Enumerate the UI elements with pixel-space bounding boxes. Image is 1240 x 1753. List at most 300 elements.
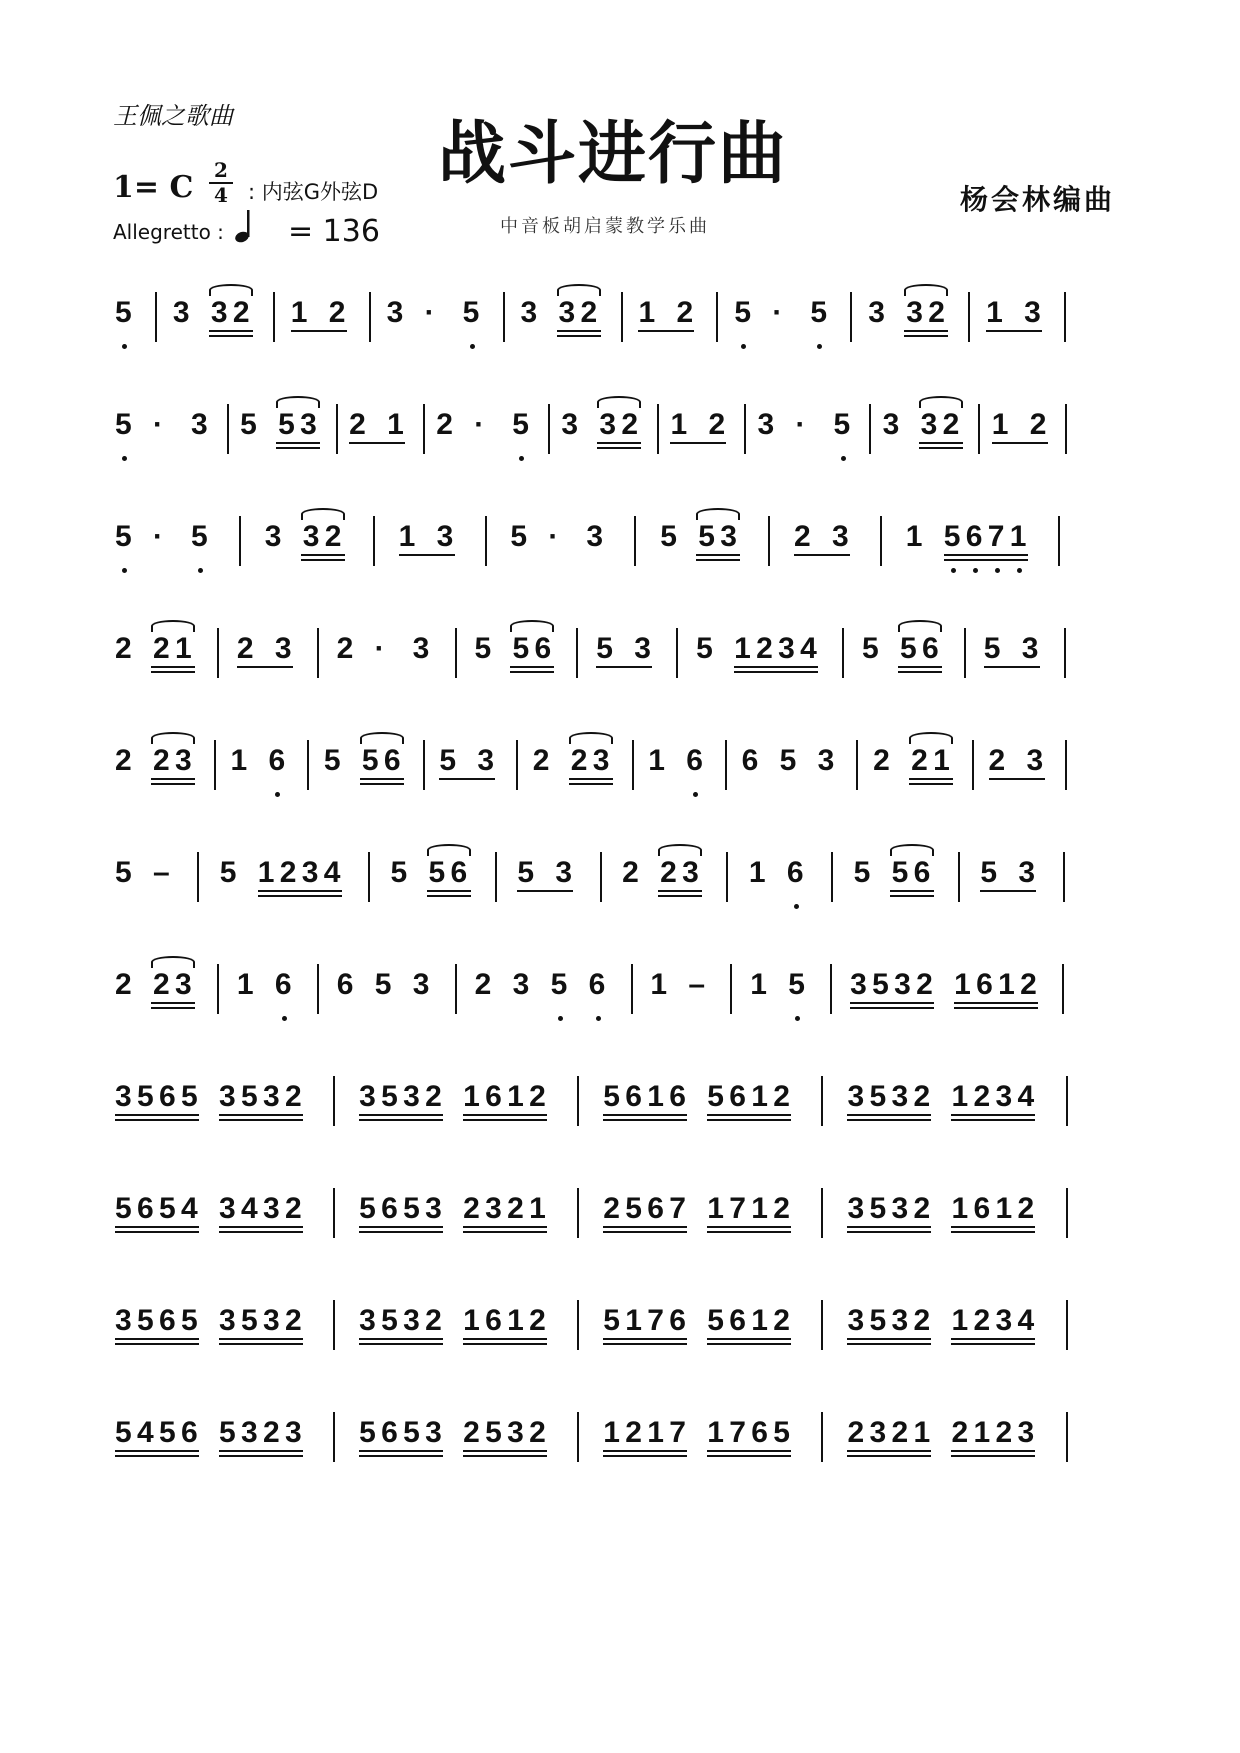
beam-underline xyxy=(219,1455,303,1457)
note-digit: 6 xyxy=(159,1080,176,1113)
beam-underline xyxy=(658,895,702,897)
bar-line xyxy=(676,628,678,678)
note-digit: 3 xyxy=(172,296,190,329)
note-digit: 2 xyxy=(236,632,254,665)
bar-line xyxy=(830,964,832,1014)
note-digit: 6 xyxy=(729,1080,746,1113)
beam-underline xyxy=(359,1119,443,1121)
note-digit: 1 xyxy=(625,1304,642,1337)
note-digit: 2 xyxy=(973,1080,991,1113)
note-digit: 6 xyxy=(381,1416,398,1449)
note-digit: 5 xyxy=(810,296,828,329)
beam-underline xyxy=(707,1114,791,1116)
note-digit: 5 xyxy=(696,632,713,665)
note-digit: 2 xyxy=(625,1416,642,1449)
beam-underline xyxy=(696,554,740,556)
bar-line xyxy=(577,1412,579,1462)
note-digit: 1 xyxy=(751,1192,768,1225)
quarter-note-icon xyxy=(234,208,254,244)
note-digit: 1 xyxy=(951,1080,969,1113)
note-digit: 1 xyxy=(954,968,971,1001)
note-digit: 3 xyxy=(300,408,317,441)
bar-line xyxy=(730,964,732,1014)
note-digit: 5 xyxy=(517,856,534,889)
note-digit: 1 xyxy=(751,1304,768,1337)
beam-underline xyxy=(989,778,1045,780)
note-digit: 1 xyxy=(995,1192,1013,1225)
bar-line xyxy=(336,404,338,454)
note-digit: 2 xyxy=(328,296,346,329)
note-digit: 3 xyxy=(403,1080,420,1113)
note-digit: 6 xyxy=(965,520,983,553)
beam-underline xyxy=(151,1002,195,1004)
note-digit: 5 xyxy=(241,1080,258,1113)
beam-underline xyxy=(603,1338,687,1340)
note-digit: 3 xyxy=(386,296,404,329)
beam-underline xyxy=(850,1002,934,1004)
low-octave-dot xyxy=(951,568,956,573)
note-digit: 6 xyxy=(485,1304,502,1337)
beam-underline xyxy=(670,442,726,444)
low-octave-dot xyxy=(995,568,1000,573)
note-digit: 1 xyxy=(951,1192,969,1225)
note-digit: 5 xyxy=(625,1192,642,1225)
beam-underline xyxy=(301,559,345,561)
beam-underline xyxy=(557,330,601,332)
beam-underline xyxy=(463,1226,547,1228)
bar-line xyxy=(821,1412,823,1462)
beam-underline xyxy=(151,783,195,785)
note-digit: · xyxy=(153,408,163,441)
beam-underline xyxy=(603,1343,687,1345)
low-octave-dot xyxy=(1017,568,1022,573)
note-digit: 5 xyxy=(137,1304,154,1337)
note-digit: 5 xyxy=(374,968,392,1001)
beam-underline xyxy=(603,1226,687,1228)
note-digit: 3 xyxy=(891,1080,909,1113)
beam-underline xyxy=(847,1450,931,1452)
bar-line xyxy=(333,1188,335,1238)
time-numerator: 2 xyxy=(214,158,228,182)
beam-underline xyxy=(944,559,1028,561)
tempo-label: Allegretto : xyxy=(113,220,224,244)
note-digit: 3 xyxy=(882,408,900,441)
bar-line xyxy=(373,516,375,566)
beam-underline xyxy=(115,1343,199,1345)
note-digit: 3 xyxy=(894,968,911,1001)
low-octave-dot xyxy=(282,1016,287,1021)
note-digit: 3 xyxy=(906,296,923,329)
beam-underline xyxy=(359,1455,443,1457)
note-digit: 2 xyxy=(756,632,773,665)
note-digit: 3 xyxy=(115,1080,132,1113)
beam-underline xyxy=(219,1450,303,1452)
note-digit: 4 xyxy=(323,856,341,889)
note-digit: 1 xyxy=(529,1192,546,1225)
beam-underline xyxy=(151,666,195,668)
note-digit: 2 xyxy=(570,744,588,777)
note-digit: 3 xyxy=(210,296,228,329)
note-digit: 2 xyxy=(847,1416,865,1449)
beam-underline xyxy=(349,442,405,444)
beam-underline xyxy=(596,666,652,668)
beam-underline xyxy=(847,1231,931,1233)
beam-underline xyxy=(707,1119,791,1121)
note-digit: 5 xyxy=(403,1416,420,1449)
beam-underline xyxy=(603,1450,687,1452)
note-digit: 3 xyxy=(847,1192,865,1225)
note-digit: 6 xyxy=(913,856,931,889)
note-digit: 3 xyxy=(274,632,292,665)
beam-underline xyxy=(291,330,347,332)
beam-underline xyxy=(115,1338,199,1340)
note-digit: 5 xyxy=(603,1304,620,1337)
note-digit: 6 xyxy=(741,744,759,777)
note-digit: 5 xyxy=(137,1080,154,1113)
bar-line xyxy=(621,292,623,342)
score-row xyxy=(0,278,1240,358)
bar-line xyxy=(631,964,633,1014)
note-digit: 1 xyxy=(648,744,665,777)
note-digit: 5 xyxy=(707,1304,724,1337)
note-digit: 1 xyxy=(638,296,656,329)
note-digit: 2 xyxy=(263,1416,280,1449)
note-digit: 2 xyxy=(916,968,933,1001)
note-digit: 5 xyxy=(474,632,492,665)
note-digit: 5 xyxy=(361,744,379,777)
note-digit: 5 xyxy=(734,296,752,329)
bar-line xyxy=(577,1188,579,1238)
note-digit: – xyxy=(153,856,170,889)
beam-underline xyxy=(463,1114,547,1116)
slur xyxy=(360,732,404,744)
beam-underline xyxy=(276,447,320,449)
note-digit: 5 xyxy=(439,744,457,777)
beam-underline xyxy=(427,890,471,892)
note-digit: 2 xyxy=(436,408,453,441)
note-digit: · xyxy=(474,408,485,441)
note-digit: 1 xyxy=(973,1416,991,1449)
beam-underline xyxy=(151,671,195,673)
note-digit: 3 xyxy=(757,408,775,441)
note-digit: 5 xyxy=(869,1192,887,1225)
beam-underline xyxy=(951,1114,1035,1116)
low-octave-dot xyxy=(275,792,280,797)
note-digit: 5 xyxy=(512,632,530,665)
beam-underline xyxy=(954,1007,1038,1009)
bar-line xyxy=(716,292,718,342)
note-digit: 3 xyxy=(599,408,617,441)
note-digit: 5 xyxy=(115,1192,132,1225)
bar-line xyxy=(333,1412,335,1462)
note-digit: 5 xyxy=(240,408,257,441)
note-digit: · xyxy=(153,520,163,553)
beam-underline xyxy=(463,1455,547,1457)
note-digit: 3 xyxy=(219,1080,236,1113)
note-digit: 3 xyxy=(115,1304,132,1337)
note-digit: 2 xyxy=(115,968,132,1001)
bar-line xyxy=(1066,1076,1068,1126)
beam-underline xyxy=(597,447,641,449)
note-digit: 5 xyxy=(872,968,889,1001)
page-title: 战斗进行曲 xyxy=(438,115,789,194)
note-digit: 2 xyxy=(324,520,342,553)
bar-line xyxy=(577,1076,579,1126)
note-digit: 5 xyxy=(603,1080,620,1113)
beam-underline xyxy=(115,1455,199,1457)
score-row xyxy=(0,390,1240,470)
note-digit: 3 xyxy=(219,1192,236,1225)
beam-underline xyxy=(359,1343,443,1345)
note-digit: 2 xyxy=(942,408,960,441)
note-digit: 2 xyxy=(529,1080,546,1113)
bar-line xyxy=(856,740,858,790)
bar-line xyxy=(548,404,550,454)
beam-underline xyxy=(707,1450,791,1452)
note-digit: 3 xyxy=(412,632,430,665)
note-digit: 3 xyxy=(359,1304,376,1337)
note-digit: 2 xyxy=(349,408,366,441)
note-digit: 3 xyxy=(477,744,495,777)
note-digit: 1 xyxy=(750,968,767,1001)
bar-line xyxy=(744,404,746,454)
beam-underline xyxy=(359,1231,443,1233)
score-row xyxy=(0,950,1240,1030)
bar-line xyxy=(657,404,659,454)
note-digit: 5 xyxy=(596,632,613,665)
beam-underline xyxy=(951,1119,1035,1121)
note-digit: 6 xyxy=(159,1304,176,1337)
beam-underline xyxy=(510,666,554,668)
note-digit: 3 xyxy=(302,520,320,553)
beam-underline xyxy=(951,1343,1035,1345)
note-digit: 5 xyxy=(428,856,446,889)
note-digit: 5 xyxy=(891,856,909,889)
beam-underline xyxy=(258,895,342,897)
note-digit: 6 xyxy=(336,968,354,1001)
note-digit: 1 xyxy=(991,408,1009,441)
bar-line xyxy=(880,516,882,566)
note-digit: 1 xyxy=(603,1416,620,1449)
note-digit: 5 xyxy=(779,744,797,777)
beam-underline xyxy=(898,671,942,673)
note-digit: 1 xyxy=(670,408,688,441)
note-digit: 5 xyxy=(403,1192,420,1225)
note-digit: 3 xyxy=(558,296,576,329)
note-digit: 2 xyxy=(580,296,598,329)
note-digit: 5 xyxy=(159,1416,176,1449)
beam-underline xyxy=(954,1002,1038,1004)
beam-underline xyxy=(847,1455,931,1457)
note-digit: 5 xyxy=(512,408,529,441)
note-digit: 4 xyxy=(137,1416,154,1449)
beam-underline xyxy=(597,442,641,444)
arranger-credit: 杨会林编曲 xyxy=(960,183,1116,216)
slur xyxy=(557,284,601,296)
note-digit: 3 xyxy=(1024,296,1041,329)
note-digit: 2 xyxy=(115,632,132,665)
note-digit: 3 xyxy=(995,1080,1013,1113)
low-octave-dot xyxy=(122,344,127,349)
slur xyxy=(919,396,963,408)
note-digit: 5 xyxy=(115,520,132,553)
note-digit: 3 xyxy=(436,520,454,553)
beam-underline xyxy=(301,554,345,556)
note-digit: 2 xyxy=(532,744,550,777)
low-octave-dot xyxy=(693,792,698,797)
note-digit: 1 xyxy=(463,1304,480,1337)
beam-underline xyxy=(439,778,495,780)
note-digit: 2 xyxy=(794,520,811,553)
note-digit: 1 xyxy=(998,968,1015,1001)
low-octave-dot xyxy=(558,1016,563,1021)
low-octave-dot xyxy=(470,344,475,349)
note-digit: 3 xyxy=(869,1416,887,1449)
note-digit: 1 xyxy=(986,296,1003,329)
score-row xyxy=(0,614,1240,694)
note-digit: 3 xyxy=(175,744,192,777)
note-digit: 3 xyxy=(285,1416,302,1449)
note-digit: 3 xyxy=(520,296,538,329)
note-digit: 6 xyxy=(485,1080,502,1113)
bar-line xyxy=(842,628,844,678)
slur xyxy=(276,396,320,408)
beam-underline xyxy=(557,335,601,337)
note-digit: 1 xyxy=(387,408,404,441)
bar-line xyxy=(1062,964,1064,1014)
note-digit: 3 xyxy=(778,632,795,665)
note-digit: 3 xyxy=(263,1304,280,1337)
bar-line xyxy=(239,516,241,566)
note-digit: 5 xyxy=(219,856,237,889)
beam-underline xyxy=(980,890,1036,892)
note-digit: 5 xyxy=(241,1304,258,1337)
slur xyxy=(209,284,253,296)
beam-underline xyxy=(909,778,953,780)
bar-line xyxy=(577,1300,579,1350)
beam-underline xyxy=(237,666,293,668)
note-digit: 2 xyxy=(336,632,354,665)
beam-underline xyxy=(463,1119,547,1121)
beam-underline xyxy=(258,890,342,892)
beam-underline xyxy=(399,554,455,556)
bar-line xyxy=(972,740,974,790)
beam-underline xyxy=(219,1338,303,1340)
note-digit: 1 xyxy=(398,520,416,553)
beam-underline xyxy=(359,1226,443,1228)
bar-line xyxy=(423,740,425,790)
note-digit: 3 xyxy=(561,408,579,441)
note-digit: 5 xyxy=(381,1304,398,1337)
note-digit: · xyxy=(374,632,385,665)
beam-underline xyxy=(359,1114,443,1116)
note-digit: 2 xyxy=(973,1304,991,1337)
note-digit: 6 xyxy=(383,744,401,777)
beam-underline xyxy=(569,778,613,780)
beam-underline xyxy=(734,666,818,668)
bar-line xyxy=(768,516,770,566)
note-digit: 3 xyxy=(1017,1416,1035,1449)
note-digit: 2 xyxy=(773,1080,790,1113)
beam-underline xyxy=(707,1455,791,1457)
note-digit: 5 xyxy=(510,520,528,553)
note-digit: · xyxy=(424,296,435,329)
beam-underline xyxy=(463,1343,547,1345)
beam-underline xyxy=(707,1343,791,1345)
note-digit: 3 xyxy=(847,1080,865,1113)
note-digit: 5 xyxy=(115,856,132,889)
bar-line xyxy=(821,1076,823,1126)
beam-underline xyxy=(847,1114,931,1116)
note-digit: 5 xyxy=(550,968,568,1001)
note-digit: 2 xyxy=(425,1080,442,1113)
bar-line xyxy=(850,292,852,342)
beam-underline xyxy=(209,335,253,337)
beam-underline xyxy=(427,895,471,897)
note-digit: 2 xyxy=(153,968,170,1001)
bar-line xyxy=(214,740,216,790)
bar-line xyxy=(968,292,970,342)
note-digit: 2 xyxy=(1020,968,1037,1001)
note-digit: 3 xyxy=(425,1192,442,1225)
note-digit: 3 xyxy=(263,1080,280,1113)
beam-underline xyxy=(115,1450,199,1452)
note-digit: 3 xyxy=(1018,856,1036,889)
note-digit: 1 xyxy=(905,520,923,553)
note-digit: 3 xyxy=(241,1416,258,1449)
bar-line xyxy=(726,852,728,902)
beam-underline xyxy=(951,1338,1035,1340)
note-digit: · xyxy=(795,408,806,441)
slur xyxy=(658,844,702,856)
beam-underline xyxy=(209,330,253,332)
note-digit: 2 xyxy=(529,1416,546,1449)
note-digit: 3 xyxy=(219,1304,236,1337)
beam-underline xyxy=(734,671,818,673)
note-digit: 1 xyxy=(650,968,668,1001)
beam-underline xyxy=(510,671,554,673)
beam-underline xyxy=(909,783,953,785)
note-digit: 2 xyxy=(660,856,677,889)
bar-line xyxy=(1065,404,1067,454)
bar-line xyxy=(317,964,319,1014)
note-digit: 5 xyxy=(191,520,208,553)
note-digit: 1 xyxy=(748,856,766,889)
note-digit: 1 xyxy=(913,1416,931,1449)
note-digit: 1 xyxy=(463,1080,480,1113)
note-digit: 6 xyxy=(534,632,552,665)
score-row xyxy=(0,1174,1240,1254)
beam-underline xyxy=(219,1114,303,1116)
note-digit: 6 xyxy=(450,856,468,889)
note-digit: 2 xyxy=(507,1192,524,1225)
note-digit: 5 xyxy=(485,1416,502,1449)
beam-underline xyxy=(944,554,1028,556)
beam-underline xyxy=(603,1119,687,1121)
bar-line xyxy=(503,292,505,342)
note-digit: 2 xyxy=(891,1416,909,1449)
bar-line xyxy=(1064,628,1066,678)
note-digit: 3 xyxy=(868,296,885,329)
note-digit: 3 xyxy=(995,1304,1013,1337)
low-octave-dot xyxy=(122,568,127,573)
note-digit: 2 xyxy=(232,296,250,329)
slur xyxy=(898,620,942,632)
note-digit: 5 xyxy=(869,1080,887,1113)
slur xyxy=(909,732,953,744)
beam-underline xyxy=(151,1007,195,1009)
note-digit: 2 xyxy=(708,408,726,441)
